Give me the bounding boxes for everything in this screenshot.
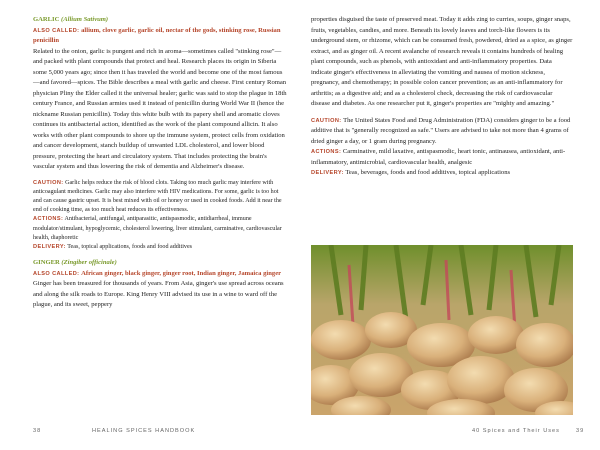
- garlic-scientific-name: (Allium Sativum): [61, 16, 109, 23]
- ginger-root-photo: [311, 245, 573, 415]
- delivery-label: DELIVERY:: [33, 243, 66, 250]
- ginger-title: GINGER: [33, 259, 60, 267]
- garlic-delivery-text: Teas, topical applications, foods and food additives: [67, 243, 193, 250]
- garlic-caution-text: Garlic helps reduce the risk of blood clots. Taking too much garlic may interfere with anticoagulant medicines. Garlic may also interfere with HIV medications. For some, garlic is too hot and can cause gastric upset. It is best mixed with oil or honey or used in cooked foods. Add it near the end of cooking time, as too much heat reduces its effectiveness.: [33, 179, 282, 214]
- ginger-actions: [311, 147, 573, 168]
- garlic-caution: [33, 179, 288, 216]
- garlic-body: Related to the onion, garlic is pungent and rich in aroma—sometimes called "stinking rose"—and packed with plant compounds that protect and heal. Research places its origin in Siberia some 5,000 years ago; since then it has traveled the world and become one of the most famous—and favored—spices. The Bible describes a meal with garlic and cheese. First century Roman physician Pliny the Elder called it the universal healer; garlic was said to stop the plague in 18th century France, and Russian armies used it instead of penicillin during World War II (hence the nickname Russian penicillin). Today this white bulb with its papery shell and aromatic cloves continues its antibacterial action, identified as the work of the plant compound allicin. It also works with other plant compounds to shore up the immune system, protect cells from oxidation and cancer development, stanch buildup of unwanted LDL cholesterol, and lower blood pressure, protecting the heart and circulatory system. That includes protecting the brain's vascular system and thus lowering the risk of dementia and Alzheimer's disease.: [33, 47, 287, 170]
- garlic-also-called-label: ALSO CALLED:: [33, 27, 80, 34]
- right-page: [300, 0, 600, 450]
- ginger-body-continued: properties disguised the taste of preserved meat. Today it adds zing to curries, soups, ginger snaps, fruits, vegetables, candies, and more. Beneath its lovely leaves and torch-like flowers is its underground stem, or rhizome, which can be consumed fresh, powdered, dried as a spice, as ginger extract, and as ginger oil. A recent avalanche of research reveals it contains hundreds of healing plant compounds, such as phenols, with antioxidant and anti-inflammatory properties. Data indicate ginger's effectiveness in alleviating the vomiting and nausea of motion sickness, pregnancy, and chemotherapy; in possible colon cancer prevention; as an anti-inflammatory for arthritis; as a digestive aid; and as a cholesterol check, decreasing the risk of cardiovascular disease and diabetes. As one researcher put it, ginger's properties are "mighty and amazing.": [311, 16, 573, 107]
- garlic-delivery: [33, 243, 288, 252]
- garlic-title: GARLIC: [33, 16, 60, 23]
- garlic-actions-text: Antibacterial, antifungal, antiparasitic, antispasmodic, antidiarrheal, immune modulator/stimulant, hypoglycemic, cholesterol lowering, liver stimulant, carminative, cardiovascular health, diaphoretic: [33, 216, 282, 241]
- ginger-also-called-text: African ginger, black ginger, ginger root, Indian ginger, Jamaica ginger: [81, 269, 282, 277]
- left-page-number: 38: [33, 428, 42, 434]
- ginger-delivery: [311, 168, 573, 179]
- caution-label: CAUTION:: [311, 117, 342, 124]
- ginger-root-illustration: [311, 245, 573, 415]
- ginger-actions-text: Carminative, mild laxative, antispasmodic, heart tonic, antinausea, antioxidant, anti-inflammatory, antimicrobial, cardiovascular health, analgesic: [311, 148, 566, 166]
- ginger-caution: [311, 116, 573, 148]
- left-running-title: HEALING SPICES HANDBOOK: [92, 428, 196, 434]
- right-column: [311, 15, 573, 179]
- ginger-caution-text: The United States Food and Drug Administration (FDA) considers ginger to be a food additive that is "generally recognized as safe." Users are advised to take not more than 4 grams of dried ginger a day, or 1 gram during pregnancy.: [311, 116, 571, 145]
- garlic-actions: [33, 215, 288, 243]
- right-page-number: 39: [576, 428, 585, 434]
- ginger-scientific-name: (Zingiber officinale): [61, 259, 117, 267]
- garlic-also-called-text: allium, clove garlic, garlic oil, nectar of the gods, stinking rose, Russian penicillin: [33, 26, 281, 44]
- caution-label: CAUTION:: [33, 179, 64, 186]
- right-running-title: 40 Spices and Their Uses: [472, 428, 560, 434]
- ginger-also-called: [33, 269, 288, 280]
- actions-label: ACTIONS:: [33, 216, 64, 223]
- left-column: [33, 15, 288, 311]
- garlic-also-called: [33, 26, 288, 47]
- ginger-heading: [33, 258, 288, 269]
- ginger-body: Ginger has been treasured for thousands of years. From Asia, ginger's use spread across oceans and along the silk roads to Europe. King Henry VIII advised its use in a wine to ward off the plague, and its sweet, peppery: [33, 280, 284, 309]
- actions-label: ACTIONS:: [311, 149, 342, 155]
- ginger-delivery-text: Teas, beverages, foods and food additives, topical applications: [345, 169, 511, 176]
- delivery-label: DELIVERY:: [311, 170, 344, 176]
- ginger-also-called-label: ALSO CALLED:: [33, 270, 80, 277]
- garlic-heading: [33, 15, 288, 26]
